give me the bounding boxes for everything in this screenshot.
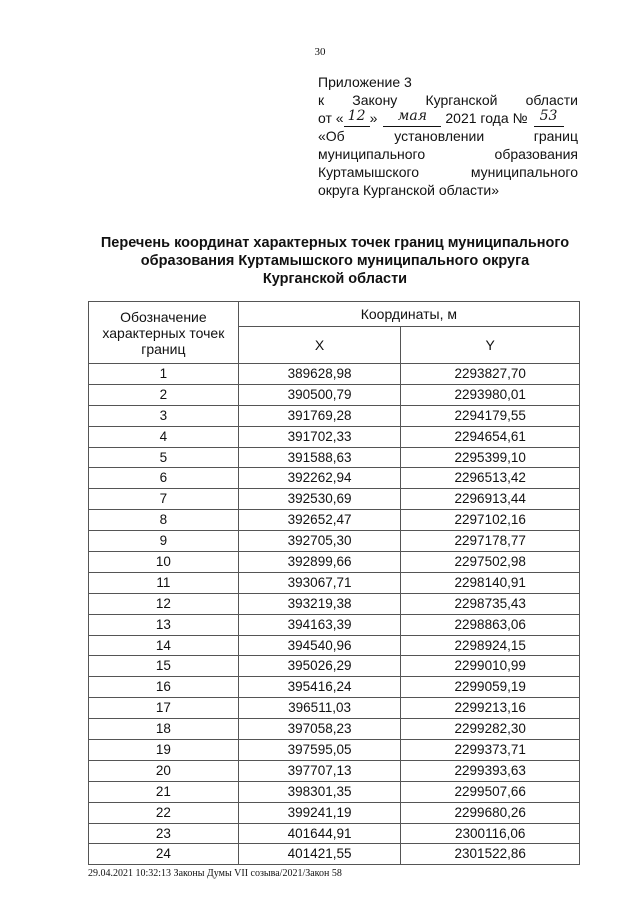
annex-word: установлении <box>394 128 485 144</box>
annex-block <box>318 73 578 199</box>
x-coordinate: 395026,29 <box>238 656 401 677</box>
table-row <box>89 614 580 635</box>
point-number: 14 <box>89 635 239 656</box>
y-coordinate: 2298924,15 <box>401 635 580 656</box>
x-coordinate: 394163,39 <box>238 614 401 635</box>
point-number: 5 <box>89 447 239 468</box>
footer-stamp: 29.04.2021 10:32:13 Законы Думы VII созыва/2021/Закон 58 <box>88 868 342 879</box>
annex-word: области <box>525 92 578 108</box>
y-coordinate: 2297502,98 <box>401 552 580 573</box>
x-coordinate: 390500,79 <box>238 384 401 405</box>
y-coordinate: 2299393,63 <box>401 760 580 781</box>
y-coordinate: 2298140,91 <box>401 572 580 593</box>
y-coordinate: 2295399,10 <box>401 447 580 468</box>
table-row <box>89 531 580 552</box>
table-row <box>89 802 580 823</box>
table-row <box>89 698 580 719</box>
x-coordinate: 389628,98 <box>238 364 401 385</box>
document-title <box>70 234 600 288</box>
date-day: 12 <box>344 109 370 127</box>
point-number: 16 <box>89 677 239 698</box>
point-number: 6 <box>89 468 239 489</box>
x-coordinate: 401644,91 <box>238 823 401 844</box>
law-number: 53 <box>534 109 564 127</box>
point-header: Обозначение характерных точек границ <box>89 302 239 364</box>
point-number: 20 <box>89 760 239 781</box>
date-prefix: от « <box>318 110 344 126</box>
y-coordinate: 2300116,06 <box>401 823 580 844</box>
table-row <box>89 635 580 656</box>
y-coordinate: 2299010,99 <box>401 656 580 677</box>
table-row <box>89 656 580 677</box>
point-number: 3 <box>89 405 239 426</box>
table-row <box>89 426 580 447</box>
x-coordinate: 391588,63 <box>238 447 401 468</box>
x-coordinate: 398301,35 <box>238 781 401 802</box>
y-coordinate: 2299282,30 <box>401 719 580 740</box>
table-row <box>89 760 580 781</box>
coordinates-table <box>88 301 580 865</box>
table-row <box>89 405 580 426</box>
date-year: 2021 года № <box>445 110 528 126</box>
point-number: 17 <box>89 698 239 719</box>
y-coordinate: 2299507,66 <box>401 781 580 802</box>
table-row <box>89 468 580 489</box>
table-row <box>89 510 580 531</box>
annex-date-line <box>318 109 578 127</box>
table-row <box>89 719 580 740</box>
y-coordinate: 2296513,42 <box>401 468 580 489</box>
table-row <box>89 844 580 865</box>
table-row <box>89 447 580 468</box>
x-coordinate: 391769,28 <box>238 405 401 426</box>
y-coordinate: 2297178,77 <box>401 531 580 552</box>
y-coordinate: 2301522,86 <box>401 844 580 865</box>
point-number: 9 <box>89 531 239 552</box>
annex-word: муниципального <box>470 164 578 180</box>
x-coordinate: 394540,96 <box>238 635 401 656</box>
point-number: 24 <box>89 844 239 865</box>
coords-header: Координаты, м <box>238 302 579 327</box>
annex-word: муниципального <box>318 146 426 162</box>
point-number: 4 <box>89 426 239 447</box>
annex-line-5 <box>318 163 578 181</box>
document-title-line: Курганской области <box>262 271 408 287</box>
point-number: 13 <box>89 614 239 635</box>
y-coordinate: 2297102,16 <box>401 510 580 531</box>
annex-word: Курганской <box>425 92 498 108</box>
annex-word: границ <box>533 128 578 144</box>
annex-word: Закону <box>352 92 398 108</box>
y-coordinate: 2294654,61 <box>401 426 580 447</box>
point-number: 15 <box>89 656 239 677</box>
x-coordinate: 396511,03 <box>238 698 401 719</box>
x-coordinate: 392530,69 <box>238 489 401 510</box>
y-coordinate: 2298735,43 <box>401 593 580 614</box>
y-coordinate: 2298863,06 <box>401 614 580 635</box>
table-row <box>89 572 580 593</box>
y-header: Y <box>401 327 580 364</box>
x-coordinate: 395416,24 <box>238 677 401 698</box>
y-coordinate: 2296913,44 <box>401 489 580 510</box>
page-number: 30 <box>314 46 326 58</box>
x-coordinate: 393067,71 <box>238 572 401 593</box>
table-row <box>89 489 580 510</box>
x-coordinate: 393219,38 <box>238 593 401 614</box>
x-coordinate: 399241,19 <box>238 802 401 823</box>
x-coordinate: 397707,13 <box>238 760 401 781</box>
y-coordinate: 2293980,01 <box>401 384 580 405</box>
date-month: мая <box>383 109 441 127</box>
table-row <box>89 781 580 802</box>
annex-word: образования <box>494 146 578 162</box>
table-row <box>89 384 580 405</box>
annex-line-6 <box>318 181 578 199</box>
annex-title-text: Приложение 3 <box>318 74 412 90</box>
table-header-row <box>89 302 580 327</box>
x-coordinate: 392652,47 <box>238 510 401 531</box>
table-row <box>89 593 580 614</box>
point-number: 19 <box>89 740 239 761</box>
table-row <box>89 552 580 573</box>
x-coordinate: 401421,55 <box>238 844 401 865</box>
x-coordinate: 392262,94 <box>238 468 401 489</box>
x-coordinate: 397595,05 <box>238 740 401 761</box>
point-number: 2 <box>89 384 239 405</box>
x-coordinate: 397058,23 <box>238 719 401 740</box>
table-body <box>89 364 580 865</box>
date-mid: » <box>369 110 378 126</box>
point-number: 11 <box>89 572 239 593</box>
table-row <box>89 677 580 698</box>
annex-word: округа Курганской области» <box>318 182 500 198</box>
point-number: 7 <box>89 489 239 510</box>
point-number: 23 <box>89 823 239 844</box>
annex-title <box>318 73 578 91</box>
x-coordinate: 392899,66 <box>238 552 401 573</box>
annex-law-line <box>318 91 578 109</box>
point-number: 10 <box>89 552 239 573</box>
x-coordinate: 392705,30 <box>238 531 401 552</box>
document-title-line: Перечень координат характерных точек границ муниципального <box>100 235 570 251</box>
y-coordinate: 2294179,55 <box>401 405 580 426</box>
y-coordinate: 2293827,70 <box>401 364 580 385</box>
x-coordinate: 391702,33 <box>238 426 401 447</box>
y-coordinate: 2299059,19 <box>401 677 580 698</box>
table-row <box>89 740 580 761</box>
annex-word: «Об <box>318 128 345 144</box>
table-row <box>89 364 580 385</box>
annex-word: Куртамышского <box>318 164 420 180</box>
table-row <box>89 823 580 844</box>
y-coordinate: 2299680,26 <box>401 802 580 823</box>
point-number: 22 <box>89 802 239 823</box>
point-number: 21 <box>89 781 239 802</box>
point-number: 12 <box>89 593 239 614</box>
point-number: 18 <box>89 719 239 740</box>
y-coordinate: 2299373,71 <box>401 740 580 761</box>
annex-line-4 <box>318 145 578 163</box>
document-title-line: образования Куртамышского муниципального округа <box>140 253 530 269</box>
x-header: X <box>238 327 401 364</box>
annex-word: к <box>318 92 325 108</box>
y-coordinate: 2299213,16 <box>401 698 580 719</box>
annex-subject-line <box>318 127 578 145</box>
point-number: 1 <box>89 364 239 385</box>
point-number: 8 <box>89 510 239 531</box>
